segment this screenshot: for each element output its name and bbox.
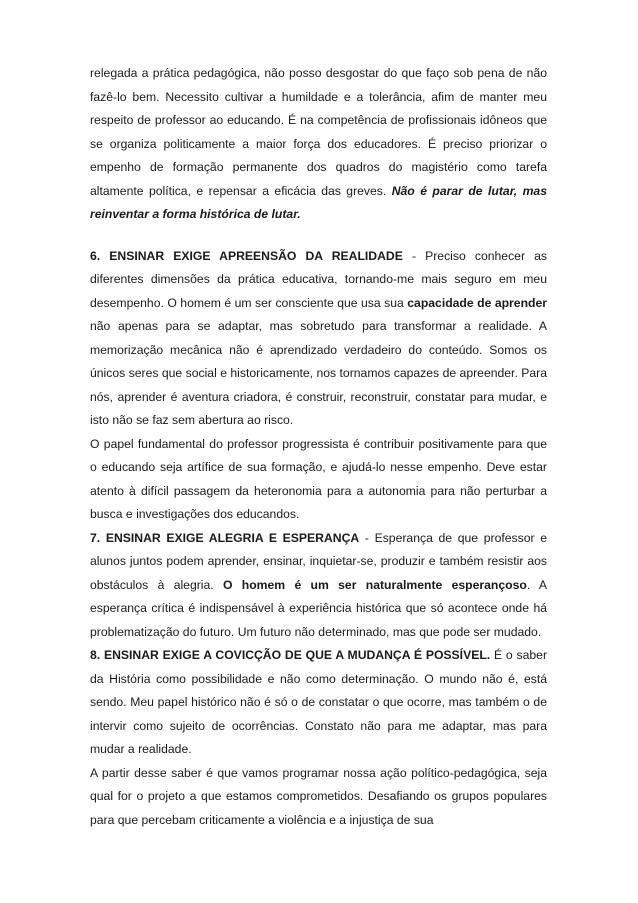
emphasis-text: Não é parar de lutar, mas reinventar a forma histórica de lutar. (90, 183, 547, 221)
emphasis-text: O homem é um ser naturalmente esperançoso (222, 577, 527, 592)
section-8 (90, 644, 547, 762)
section-heading: 8. ENSINAR EXIGE A COVICÇÃO DE QUE A MUDANÇA É POSSÍVEL. (90, 648, 491, 662)
paragraph-text: - Preciso conhecer as diferentes dimensões da prática educativa, tornando-me mais seguro em meu desempenho. O homem é um ser consciente que usa sua (90, 248, 547, 310)
section-6 (90, 245, 547, 433)
paragraph-gap (90, 227, 547, 245)
section-heading: 6. ENSINAR EXIGE APREENSÃO DA REALIDADE (90, 248, 403, 263)
paragraph-text: não apenas para se adaptar, mas sobretudo para transformar a realidade. A memorização mecânica não é aprendizado verdadeiro do conteúdo. Somos os únicos seres que social e historicamente, nos tornamos capazes de apreender. Para nós, aprender é aventura criadora, é construir, reconstruir, constatar para mudar, e isto não se faz sem abertura ao risco. (90, 319, 547, 427)
paragraph-greves (90, 62, 547, 227)
paragraph-text: relegada a prática pedagógica, não posso desgostar do que faço sob pena de não fazê-lo bem. Necessito cultivar a humildade e a tolerância, afim de manter meu respeito de professor ao educando. É na competência de profissionais idôneos que se organiza politicamente a maior força dos educadores. É preciso priorizar o empenho de formação permanente dos quadros do magistério como tarefa altamente política, e repensar a eficácia das greves. (90, 66, 547, 198)
document-page (90, 62, 547, 832)
emphasis-text: capacidade de aprender (407, 295, 547, 310)
paragraph-professor-progressista (90, 433, 547, 527)
paragraph-acao-politico-pedagogica (90, 762, 547, 833)
paragraph-text: O papel fundamental do professor progressista é contribuir positivamente para que o educando seja artífice de sua formação, e ajudá-lo nesse empenho. Deve estar atento à difícil passagem da heteronomia para a autonomia para não perturbar a busca e investigações dos educandos. (90, 436, 547, 521)
section-7 (90, 527, 547, 645)
paragraph-text: A partir desse saber é que vamos programar nossa ação político-pedagógica, seja qual for o projeto a que estamos comprometidos. Desafiando os grupos populares para que percebam criticamente a violência e a injustiça de sua (90, 765, 547, 827)
paragraph-text: . A esperança crítica é indispensável à experiência histórica que só acontece onde há problematização do futuro. Um futuro não determinado, mas que pode ser mudado. (90, 577, 547, 639)
section-heading: 7. ENSINAR EXIGE ALEGRIA E ESPERANÇA (90, 530, 360, 545)
paragraph-text: É o saber da História como possibilidade e não como determinação. O mundo não é, está sendo. Meu papel histórico não é só o de constatar o que ocorre, mas também o de intervir como sujeito de ocorrências. Constato não para me adaptar, mas para mudar a realidade. (90, 648, 547, 756)
paragraph-text: - Esperança de que professor e alunos juntos podem aprender, ensinar, inquietar-se, produzir e também resistir aos obstáculos à alegria. (90, 530, 547, 592)
